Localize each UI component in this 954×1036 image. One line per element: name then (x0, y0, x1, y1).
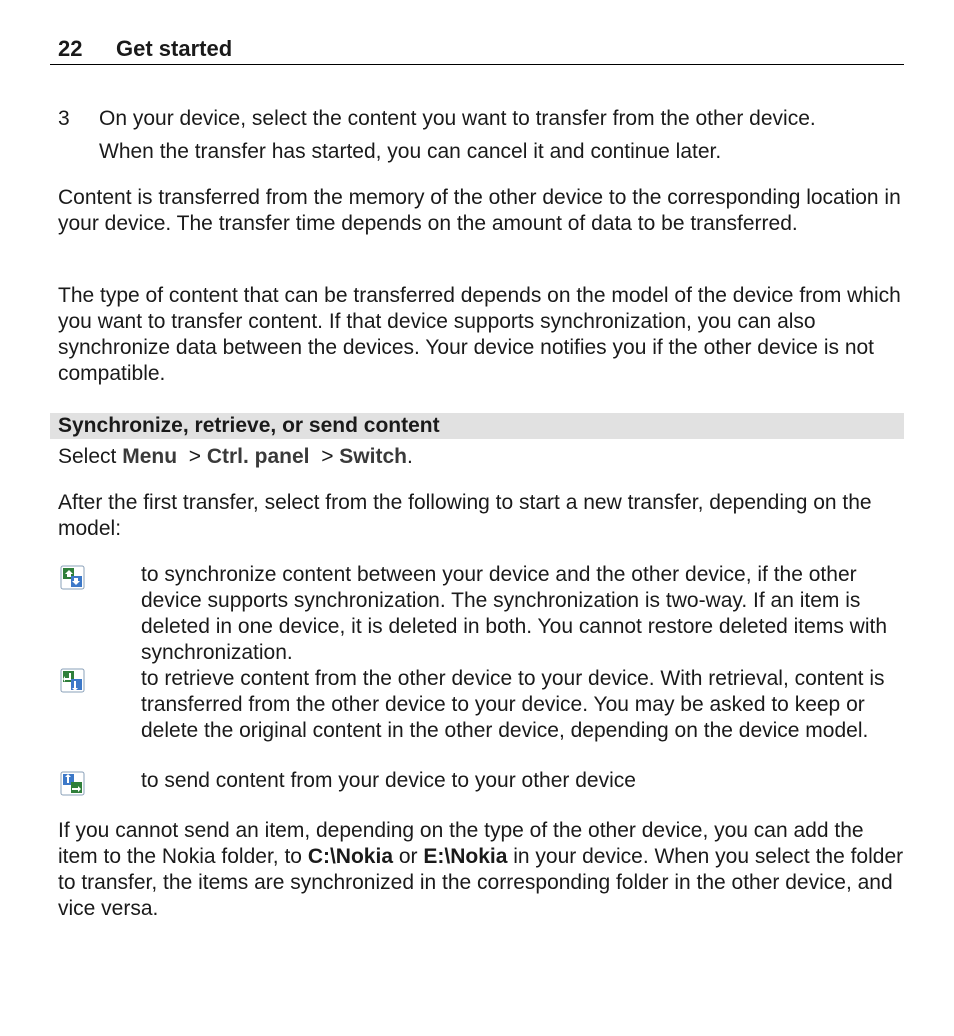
option-send-text: to send content from your device to your other device (141, 769, 636, 792)
path-separator: > (321, 445, 334, 468)
switch-label: Switch (339, 445, 407, 468)
step-text: On your device, select the content you want to transfer from the other device. (99, 107, 816, 130)
or-text: or (398, 845, 418, 868)
final-text-part1: If you cannot send an item, depending on the type of the other device, you can add the item to the Nokia folder, to (58, 819, 864, 868)
paragraph-content-transfer: Content is transferred from the memory of the other device to the corresponding location in your device. The transfer time depends on the amount of data to be transferred. (58, 186, 901, 235)
options-intro: After the first transfer, select from the following to start a new transfer, depending on the model: (58, 491, 872, 540)
retrieve-icon (60, 668, 85, 693)
chapter-title: Get started (116, 36, 233, 61)
menu-path (58, 444, 904, 470)
period: . (406, 445, 413, 468)
step-number: 3 (58, 107, 70, 130)
ctrl-panel-label: Ctrl. panel (206, 445, 310, 468)
section-heading (50, 413, 904, 439)
select-prefix: Select (58, 445, 117, 468)
paragraph-content-type: The type of content that can be transferred depends on the model of the device from which you want to transfer content. If that device supports synchronization, you can also synchronize data between the devices. Your device notifies you if the other device is not compatible. (58, 284, 901, 385)
paragraph-nokia-folder (58, 818, 904, 922)
path-separator: > (188, 445, 201, 468)
c-nokia-path: C:\Nokia (307, 845, 393, 868)
e-nokia-path: E:\Nokia (423, 845, 508, 868)
step-subtext: When the transfer has started, you can cancel it and continue later. (99, 140, 722, 163)
option-retrieve-text: to retrieve content from the other device to your device. With retrieval, content is transferred from the other device to your device. You may be asked to keep or delete the original content in the other device, depending on the device model. (141, 667, 885, 742)
synchronize-icon (60, 565, 85, 590)
final-text-part2: in your device. When you select the folder to transfer, the items are synchronized in the corresponding folder in the other device, and vice versa. (58, 845, 904, 920)
option-synchronize-text: to synchronize content between your device and the other device, if the other device supports synchronization. The synchronization is two-way. If an item is deleted in one device, it is deleted in both. You cannot restore deleted items with synchronization. (141, 563, 887, 664)
section-title: Synchronize, retrieve, or send content (58, 414, 440, 437)
send-icon (60, 771, 85, 796)
page-header (50, 36, 904, 65)
menu-label: Menu (122, 445, 178, 468)
page-number: 22 (58, 36, 83, 61)
